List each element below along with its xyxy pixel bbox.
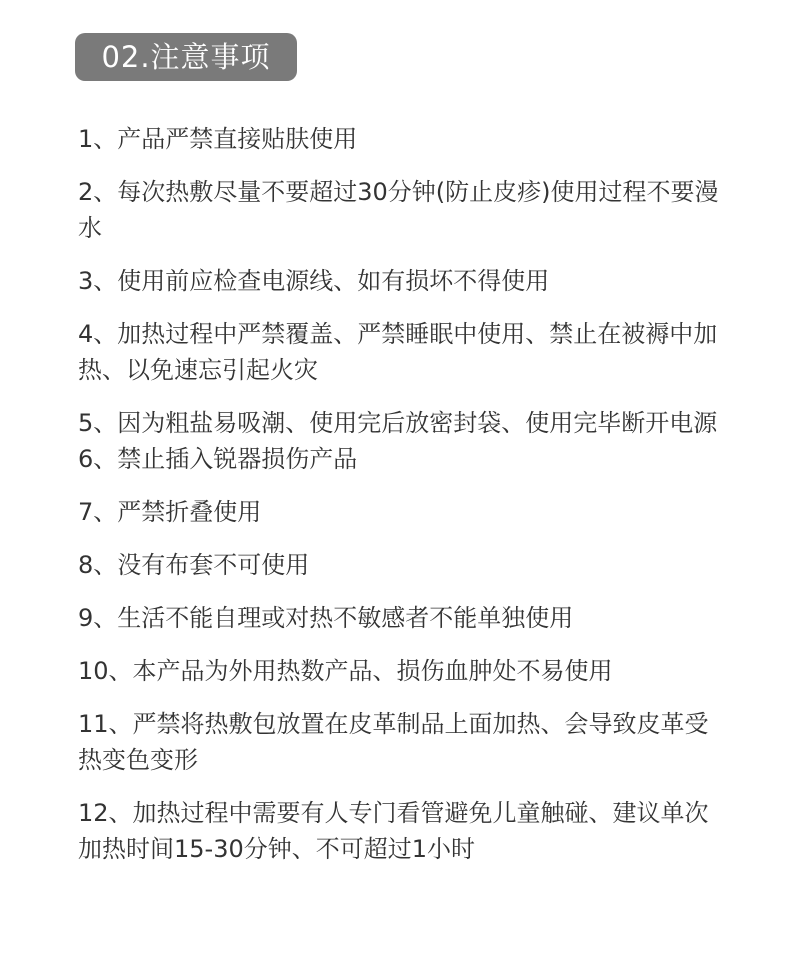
notice-item-3: 3、使用前应检查电源线、如有损坏不得使用 [78,267,550,295]
notice-item-10: 10、本产品为外用热数产品、损伤血肿处不易使用 [78,657,613,685]
notice-item-4: 4、加热过程中严禁覆盖、严禁睡眠中使用、禁止在被褥中加热、以免速忘引起火灾 [78,320,718,384]
notice-item-2: 2、每次热敷尽量不要超过30分钟(防止皮疹)使用过程不要漫水 [78,178,719,242]
notice-item-1: 1、产品严禁直接贴肤使用 [78,125,358,153]
notice-item-9: 9、生活不能自理或对热不敏感者不能单独使用 [78,604,574,632]
notice-item-8: 8、没有布套不可使用 [78,551,310,579]
notice-item-11: 11、严禁将热敷包放置在皮革制品上面加热、会导致皮革受热变色变形 [78,710,709,774]
notice-list [78,121,728,884]
notice-item-5: 5、因为粗盐易吸潮、使用完后放密封袋、使用完毕断开电源6、禁止插入锐器损伤产品 [78,409,718,473]
section-heading-badge: 02.注意事项 [75,33,297,81]
notice-item-7: 7、严禁折叠使用 [78,498,262,526]
notice-item-12: 12、加热过程中需要有人专门看管避免儿童触碰、建议单次加热时间15-30分钟、不可超过1小时 [78,799,709,863]
